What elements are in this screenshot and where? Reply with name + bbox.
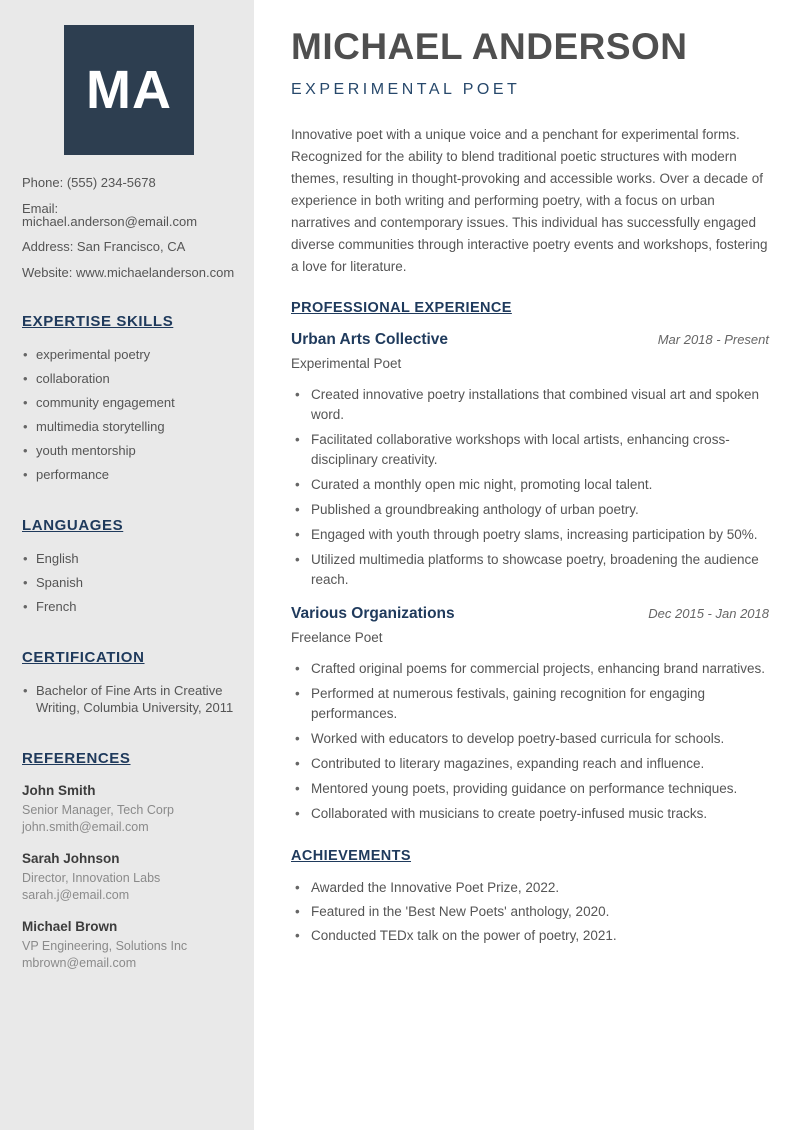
skills-list [22,346,236,483]
job-bullet: • Collaborated with musicians to create poetry-infused music tracks. [291,804,769,824]
reference-entry [22,851,236,904]
avatar-initials: MA [86,60,172,120]
contact-email: Email: michael.anderson@email.com [22,200,198,229]
achievements-list [291,878,769,946]
sidebar-section-references [22,750,236,972]
job-bullet: • Created innovative poetry installations that combined visual art and spoken word. [291,385,769,425]
language-item: • French [22,598,236,615]
reference-email: sarah.j@email.com [22,887,130,902]
language-item: • English [22,550,236,567]
skill-item: • youth mentorship [22,442,236,459]
job-bullet-list [291,659,769,824]
company-name: Various Organizations [291,605,455,622]
language-item: • Spanish [22,574,236,591]
achievements-section [291,848,769,946]
reference-name: Sarah Johnson [22,850,120,866]
reference-role: VP Engineering, Solutions Inc [22,938,188,953]
job-bullet-list [291,385,769,590]
references-heading: REFERENCES [22,749,131,767]
job-bullet: • Published a groundbreaking anthology of urban poetry. [291,500,769,520]
skill-item: • experimental poetry [22,346,236,363]
job-dates: Mar 2018 - Present [657,332,769,347]
experience-section [291,300,769,824]
sidebar-section-certification [22,649,236,716]
job-bullet: • Facilitated collaborative workshops with local artists, enhancing cross-disciplinary creativity. [291,430,769,470]
company-name: Urban Arts Collective [291,331,449,348]
job-bullet: • Contributed to literary magazines, expanding reach and influence. [291,754,769,774]
job-header [291,605,769,623]
page-title: MICHAEL ANDERSON [291,26,688,67]
skills-heading: EXPERTISE SKILLS [22,312,174,330]
reference-name: John Smith [22,782,96,798]
reference-email: mbrown@email.com [22,955,137,970]
contact-info [22,176,236,279]
main-content [291,0,769,950]
achievements-heading: ACHIEVEMENTS [291,848,412,864]
skill-item: • performance [22,466,236,483]
reference-name: Michael Brown [22,918,118,934]
experience-heading: PROFESSIONAL EXPERIENCE [291,300,512,316]
job-entry [291,331,769,590]
job-header [291,331,769,349]
languages-heading: LANGUAGES [22,516,124,534]
avatar [64,25,194,155]
reference-entry [22,783,236,836]
skill-item: • collaboration [22,370,236,387]
job-bullet: • Mentored young poets, providing guidance on performance techniques. [291,779,769,799]
summary-paragraph: Innovative poet with a unique voice and a penchant for experimental forms. Recognized for the ability to blend traditional poetic structures with modern themes, resulting in thought-provoking and accessible works. Over a decade of experience in both writing and performing poetry, with a focus on urban narratives and contemporary issues. This individual has successfully engaged diverse communities through interactive poetry events and workshops, fostering a love for literature. [291,127,768,274]
job-bullet: • Curated a monthly open mic night, promoting local talent. [291,475,769,495]
contact-website: Website: www.michaelanderson.com [22,264,235,280]
achievement-item: • Conducted TEDx talk on the power of poetry, 2021. [291,926,769,946]
reference-role: Director, Innovation Labs [22,870,161,885]
achievement-item: • Awarded the Innovative Poet Prize, 2022. [291,878,769,898]
achievement-item: • Featured in the 'Best New Poets' anthology, 2020. [291,902,769,922]
job-bullet: • Crafted original poems for commercial projects, enhancing brand narratives. [291,659,769,679]
languages-list [22,550,236,615]
skill-item: • multimedia storytelling [22,418,236,435]
contact-phone: Phone: (555) 234-5678 [22,175,156,190]
certification-item: • Bachelor of Fine Arts in Creative Writing, Columbia University, 2011 [22,682,236,716]
certification-heading: CERTIFICATION [22,648,145,666]
reference-email: john.smith@email.com [22,819,149,834]
job-role: Experimental Poet [291,356,402,371]
job-entry [291,605,769,824]
reference-role: Senior Manager, Tech Corp [22,802,174,817]
job-bullet: • Engaged with youth through poetry slams, increasing participation by 50%. [291,525,769,545]
certification-list [22,682,236,716]
sidebar-section-skills [22,313,236,483]
job-bullet: • Utilized multimedia platforms to showcase poetry, broadening the audience reach. [291,550,769,590]
job-bullet: • Worked with educators to develop poetry-based curricula for schools. [291,729,769,749]
job-bullet: • Performed at numerous festivals, gaining recognition for engaging performances. [291,684,769,724]
skill-item: • community engagement [22,394,236,411]
sidebar-section-languages [22,517,236,615]
professional-title: EXPERIMENTAL POET [291,81,521,98]
job-dates: Dec 2015 - Jan 2018 [648,606,769,621]
contact-address: Address: San Francisco, CA [22,239,186,254]
reference-entry [22,919,236,972]
sidebar [0,0,254,1130]
job-role: Freelance Poet [291,630,383,645]
